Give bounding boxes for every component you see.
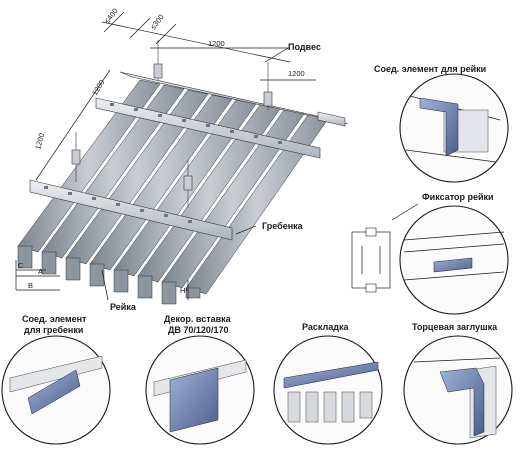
comb-hole: [188, 220, 192, 223]
comb-hole: [68, 192, 72, 195]
label-soed-reiki: Соед. элемент для рейки: [374, 64, 487, 74]
dim-300: ≤300: [148, 12, 166, 32]
label-podves: Подвес: [288, 42, 321, 52]
comb-hole: [92, 197, 96, 200]
label-raskladka: Раскладка: [302, 322, 349, 332]
dim-1200-left: 1200: [90, 78, 107, 98]
dim-1200-top: 1200: [208, 39, 225, 48]
slat-end: [162, 282, 176, 304]
hanger-clip: [72, 150, 80, 164]
comb-hole: [110, 103, 114, 106]
comb-hole: [182, 119, 186, 122]
dim-400: ≤400: [102, 6, 120, 26]
dim-h1: H¹: [180, 286, 188, 295]
label-soed-grebenki-2: для гребенки: [24, 325, 84, 335]
leader-fiksator-left: [392, 204, 418, 220]
detail-end-cap: [404, 322, 512, 444]
detail-slat-lock: [352, 192, 508, 314]
label-grebenka: Гребенка: [262, 221, 303, 231]
hanger: [154, 40, 162, 80]
comb-hole: [254, 135, 258, 138]
comb-hole: [140, 209, 144, 212]
slat-end: [66, 258, 80, 280]
detail-decor-insert: [146, 314, 254, 444]
label-dekor-2: ДВ 70/120/170: [168, 325, 229, 335]
label-fiksator: Фиксатор рейки: [422, 192, 494, 202]
hanger-clip: [184, 176, 192, 190]
detail-slat-connector: [374, 64, 508, 182]
comb-hole: [134, 108, 138, 111]
slat-end: [42, 252, 56, 274]
hanger: [264, 62, 272, 110]
dim-c: C: [18, 261, 24, 270]
label-dekor-1: Декор. вставка: [164, 314, 231, 324]
hanger-clip: [154, 64, 162, 78]
slat-end: [90, 264, 104, 286]
lock-flat-part: [352, 228, 390, 292]
dim-b: B: [28, 281, 34, 290]
detail-comb-connector: [2, 314, 110, 444]
dim-1200-side: 1200: [33, 132, 47, 151]
comb-hole: [206, 124, 210, 127]
comb-hole: [116, 203, 120, 206]
dim-1200-right: 1200: [288, 69, 305, 78]
comb-hole: [44, 186, 48, 189]
label-reika: Рейка: [110, 302, 136, 312]
slat-end: [114, 270, 128, 292]
comb-hole: [278, 141, 282, 144]
comb-hole: [158, 114, 162, 117]
dim-a: A: [38, 267, 44, 276]
comb-hole: [164, 214, 168, 217]
detail-layout: [274, 322, 382, 444]
detail-circle: [274, 336, 382, 444]
hanger-clip: [264, 92, 272, 106]
slat-end: [138, 276, 152, 298]
label-zaglushka: Торцевая заглушка: [412, 322, 498, 332]
label-soed-grebenki-1: Соед. элемент: [22, 314, 87, 324]
leader-podves: [265, 48, 288, 62]
slat-group: [18, 80, 328, 294]
comb-hole: [230, 130, 234, 133]
main-assembly: [16, 7, 348, 312]
